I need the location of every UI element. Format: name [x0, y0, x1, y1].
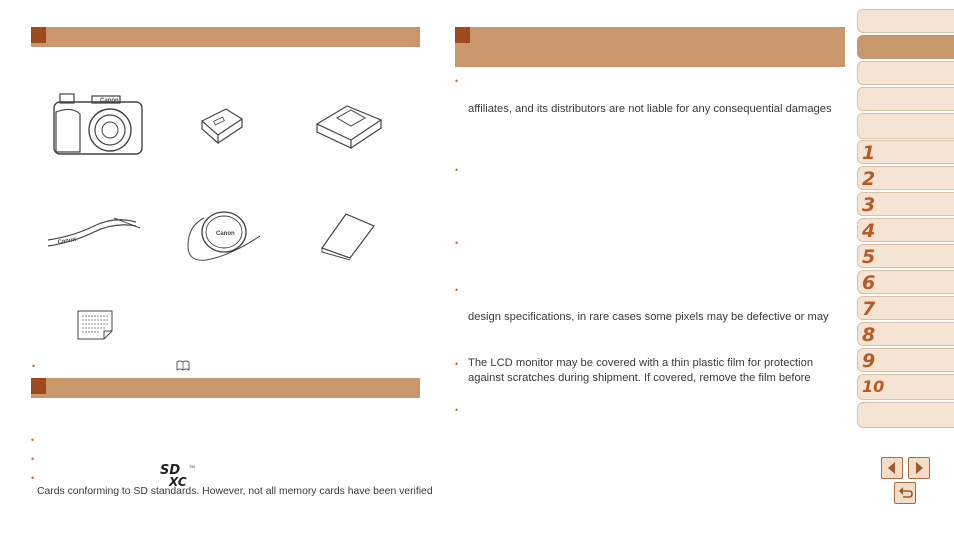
tab-camera-basics[interactable] [857, 113, 954, 139]
svg-text:XC: XC [169, 475, 187, 488]
section-header-compatible-memory-cards [31, 378, 420, 398]
camera-illustration [50, 92, 148, 158]
svg-text:SD: SD [160, 463, 181, 478]
chapter-number: 10 [862, 377, 885, 396]
list-bullet: • [31, 473, 35, 483]
chapter-number: 9 [862, 350, 876, 372]
section-marker [455, 27, 470, 43]
booklet-illustration [318, 210, 378, 260]
tab-advanced-guide[interactable] [857, 87, 954, 111]
preliminary-note-5-line-2: against scratches during shipment. If covered, remove the film before [468, 372, 811, 384]
preliminary-note-1-line-2: affiliates, and its distributors are not liable for any consequential damages [468, 103, 832, 115]
return-button[interactable] [894, 482, 916, 504]
sdxc-logo [159, 462, 195, 488]
neck-strap-illustration [44, 212, 144, 252]
section-header-package-contents [31, 27, 420, 47]
next-page-icon [909, 458, 929, 478]
list-bullet: • [455, 405, 459, 415]
tab-chapter-4[interactable] [857, 218, 954, 242]
return-icon [895, 483, 915, 503]
list-bullet: • [455, 285, 459, 295]
note-bullet: • [32, 361, 36, 371]
tab-chapter-5[interactable] [857, 244, 954, 268]
chapter-number: 4 [862, 220, 876, 242]
list-bullet: • [31, 435, 35, 445]
section-marker [31, 378, 46, 394]
section-marker [31, 27, 46, 43]
tab-index[interactable] [857, 402, 954, 428]
list-bullet: • [455, 359, 459, 369]
list-bullet: • [31, 454, 35, 464]
svg-text:Canon: Canon [57, 236, 77, 246]
tab-chapter-1[interactable] [857, 140, 954, 164]
tab-chapter-2[interactable] [857, 166, 954, 190]
tab-cover[interactable] [857, 9, 954, 33]
svg-text:Canon: Canon [216, 231, 235, 237]
battery-pack-illustration [196, 105, 246, 147]
svg-text:Canon: Canon [100, 98, 119, 104]
chapter-number: 3 [862, 194, 876, 216]
list-bullet: • [455, 165, 459, 175]
tab-chapter-3[interactable] [857, 192, 954, 216]
chapter-number: 5 [862, 246, 876, 268]
preliminary-note-5-line-1: The LCD monitor may be covered with a thin plastic film for protection [468, 357, 814, 369]
list-bullet: • [455, 76, 459, 86]
next-page-button[interactable] [908, 457, 930, 479]
tab-chapter-7[interactable] [857, 296, 954, 320]
chapter-number: 8 [862, 324, 876, 346]
list-bullet: • [455, 238, 459, 248]
chapter-number: 7 [862, 298, 876, 320]
tab-common-operations[interactable] [857, 61, 954, 85]
section-header-preliminary-notes [455, 27, 845, 67]
memory-card-note-text: Cards conforming to SD standards. However, not all memory cards have been verified [37, 486, 433, 497]
prev-page-icon [882, 458, 902, 478]
svg-text:TM: TM [189, 464, 195, 469]
tab-chapter-9[interactable] [857, 348, 954, 372]
tab-chapter-10[interactable] [857, 374, 954, 400]
chapter-number: 2 [862, 168, 876, 190]
tab-chapter-6[interactable] [857, 270, 954, 294]
chapter-number: 6 [862, 272, 876, 294]
preliminary-note-4-line-2: design specifications, in rare cases some pixels may be defective or may [468, 311, 829, 323]
tab-chapter-8[interactable] [857, 322, 954, 346]
chapter-number: 1 [862, 142, 876, 164]
tab-before-use[interactable] [857, 35, 954, 59]
prev-page-button[interactable] [881, 457, 903, 479]
warranty-card-illustration [76, 309, 116, 341]
battery-charger-illustration [313, 100, 385, 150]
lens-cap-illustration [180, 206, 266, 266]
book-icon [176, 360, 190, 371]
